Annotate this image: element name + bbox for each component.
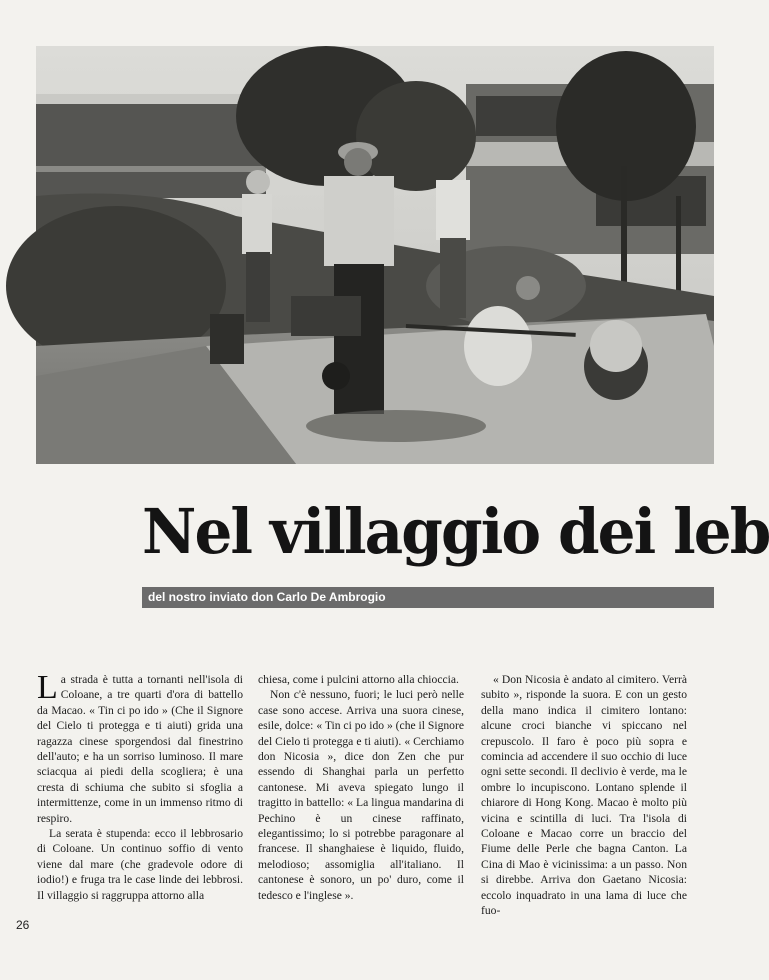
byline-bar xyxy=(142,587,714,608)
drop-cap: L xyxy=(37,669,58,706)
byline: del nostro inviato don Carlo De Ambrogio xyxy=(148,590,386,604)
paragraph: « Don Nicosia è andato al cimitero. Verrà subito », risponde la suora. E con un gesto della mano indica il cimitero lontano: alcune croci bianche vi spiccano nel crepuscolo. Il faro è poco più sopra e comincia ad accendere il suo occhio di luce ogni sette secondi. Il declivio è verde, ma le ombre lo incupiscono. Lontano splende il chiarore di Hong Kong. Macao è molto più vicina e scintilla di luci. Tra l'isola di Coloane e Macao corre un braccio del Fiume delle Perle che bagna Canton. La Cina di Mao è vicinissima: a un passo. Non si direbbe. Arriva don Gaetano Nicosia: eccolo inquadrato in una lama di luce che fuo- xyxy=(481,673,687,918)
paragraph xyxy=(37,669,243,826)
paragraph: La serata è stupenda: ecco il lebbrosario di Coloane. Un continuo soffio di vento viene dal mare (che gradevole odore di iodio!) e fruga tra le case linde dei lebbrosi. Il villaggio si raggruppa attorno alla xyxy=(37,827,243,902)
paragraph: chiesa, come i pulcini attorno alla chioccia. xyxy=(258,673,459,686)
article-headline: Nel villaggio dei leb xyxy=(142,495,769,568)
text-column-2 xyxy=(258,672,464,903)
paragraph: Non c'è nessuno, fuori; le luci però nelle case sono accese. Arriva una suora cinese, esile, dolce: « Tin ci po ido » (che il Signore del Cielo ti protegga e ti aiuti). « Cerchiamo don Nicosia », dice don Zen che pur essendo di Shanghai parla un perfetto cantonese. Mi aveva spiegato lungo il tragitto in battello: « La lingua mandarina di Pechino è un cinese raffinato, elegantissimo; lo si potrebbe paragonare al francese. Il shanghaiese è liquido, fluido, melodioso; assomiglia all'italiano. Il cantonese è sonoro, un po' duro, come il tedesco e l'inglese ». xyxy=(258,688,464,902)
text-column-3 xyxy=(481,672,687,919)
page-number: 26 xyxy=(16,918,30,932)
text-column-1 xyxy=(37,669,243,903)
road-construction-photo xyxy=(36,46,714,464)
paragraph-text: a strada è tutta a tornanti nell'isola di Coloane, a tre quarti d'ora di battello da Macao. « Tin ci po ido » (Che il Signore del Cielo ti protegga e ti aiuti) grida una ragazza cinese sporgendosi dal finestrino dell'auto; e ha un sorriso luminoso. Il mare sciacqua ai piedi della scogliera; è una cresta di schiuma che subito si sfoglia a intermittenze, come in un immenso ritmo di respiro. xyxy=(37,673,243,825)
